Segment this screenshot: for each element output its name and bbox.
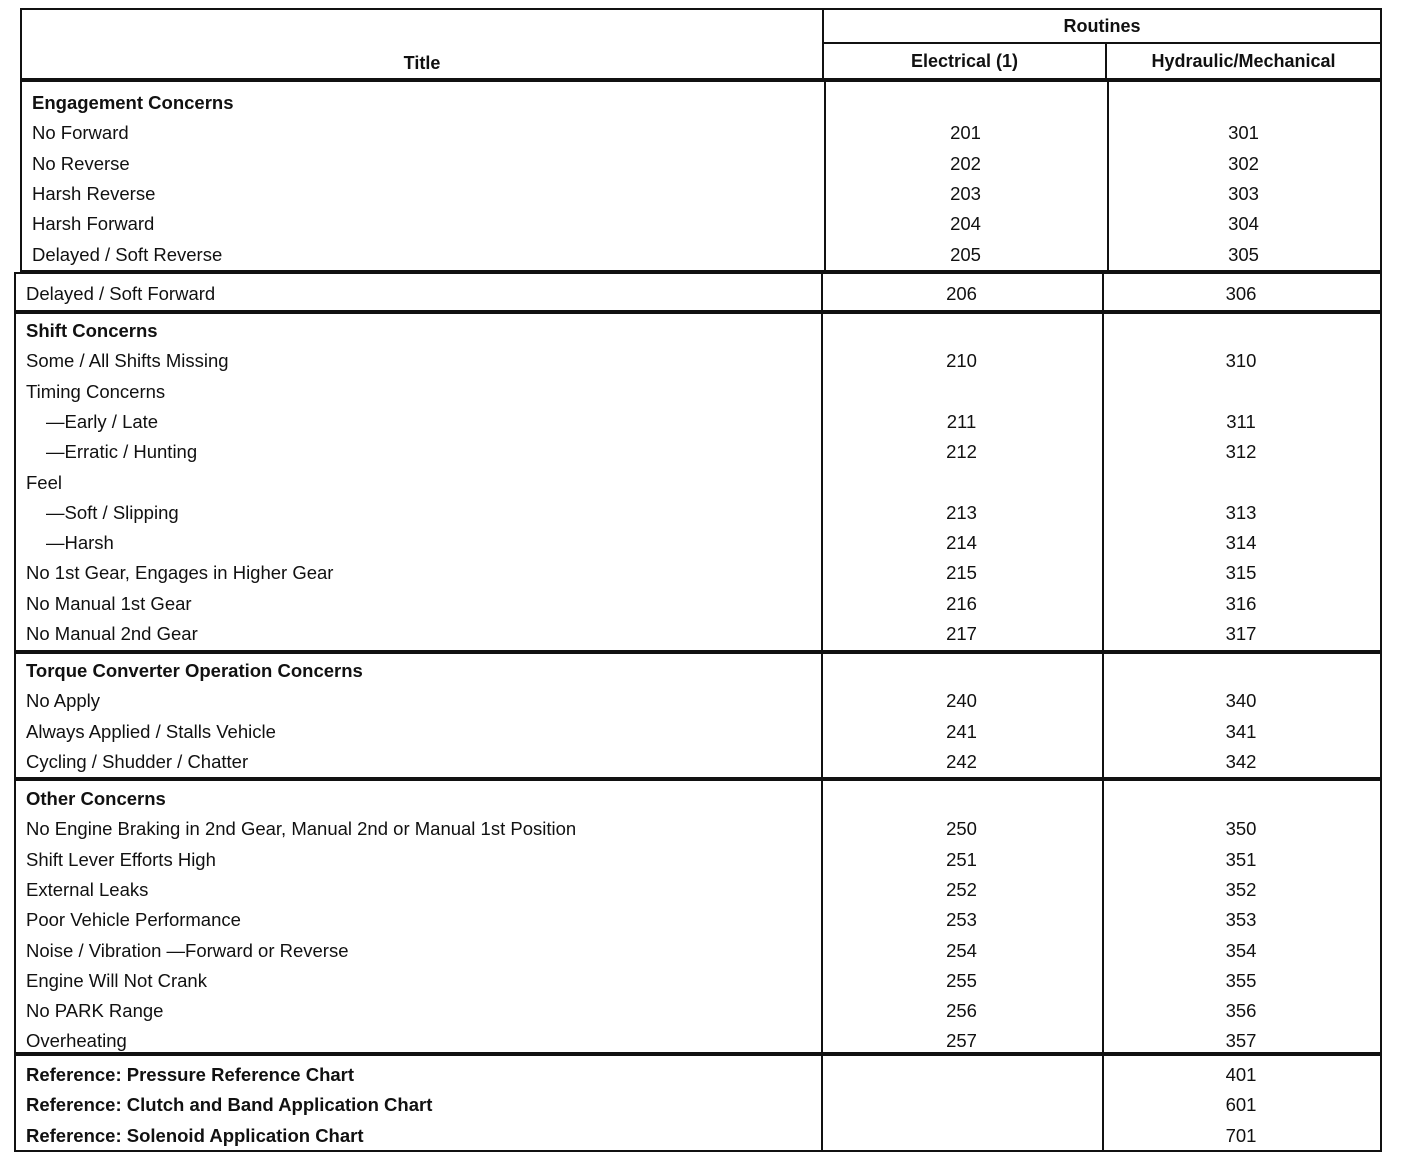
row-title: Some / All Shifts Missing — [26, 350, 229, 372]
electrical-routine: 252 — [946, 878, 977, 900]
electrical-routine: 251 — [946, 848, 977, 870]
header-hydraulic: Hydraulic/Mechanical — [1151, 50, 1336, 71]
electrical-routine: 240 — [946, 690, 977, 712]
hydraulic-routine: 350 — [1225, 818, 1257, 840]
row-title: Reference: Pressure Reference Chart — [26, 1064, 355, 1085]
row-title: Torque Converter Operation Concerns — [26, 660, 363, 681]
table-row — [16, 619, 1380, 649]
section-block — [14, 779, 1382, 1054]
row-title: Other Concerns — [26, 788, 166, 809]
section-block — [14, 652, 1382, 779]
hydraulic-routine: 351 — [1225, 848, 1257, 870]
table-row — [22, 118, 1380, 148]
row-title: Reference: Solenoid Application Chart — [26, 1124, 364, 1146]
electrical-routine: 201 — [950, 122, 981, 144]
table-row — [16, 407, 1380, 437]
row-title: No Reverse — [32, 152, 130, 174]
table-row — [16, 437, 1380, 467]
electrical-routine: 250 — [946, 818, 977, 840]
row-title: No Apply — [26, 690, 101, 712]
row-title: —Soft / Slipping — [46, 501, 179, 523]
hydraulic-routine: 310 — [1225, 350, 1257, 372]
hydraulic-routine: 305 — [1228, 243, 1259, 265]
table-row — [16, 1090, 1380, 1120]
electrical-routine: 216 — [946, 592, 977, 614]
table-row — [16, 936, 1380, 966]
row-title: No PARK Range — [26, 1000, 164, 1022]
table-row — [16, 1026, 1380, 1056]
row-title: Delayed / Soft Reverse — [32, 243, 223, 265]
table-row — [22, 179, 1380, 209]
electrical-routine: 253 — [946, 909, 977, 931]
row-title: No Manual 2nd Gear — [26, 623, 198, 644]
row-title: No Engine Braking in 2nd Gear, Manual 2nd or Manual 1st Position — [26, 818, 577, 840]
table-row — [22, 88, 1380, 118]
electrical-routine: 215 — [946, 562, 977, 584]
row-title: Delayed / Soft Forward — [26, 283, 216, 304]
table-row — [16, 316, 1380, 346]
row-title: External Leaks — [26, 878, 149, 900]
row-title: Overheating — [26, 1030, 127, 1052]
table-row — [16, 656, 1380, 686]
row-title: Cycling / Shudder / Chatter — [26, 750, 249, 772]
hydraulic-routine: 303 — [1228, 182, 1259, 204]
row-title: Feel — [26, 471, 62, 493]
table-row — [16, 845, 1380, 875]
section-block — [20, 80, 1382, 272]
hydraulic-routine: 317 — [1225, 623, 1257, 644]
table-row — [16, 784, 1380, 814]
table-row — [16, 279, 1380, 309]
hydraulic-routine: 357 — [1225, 1030, 1257, 1052]
row-title: —Harsh — [46, 532, 114, 554]
table-row — [16, 717, 1380, 747]
electrical-routine: 217 — [946, 623, 977, 644]
electrical-routine: 257 — [946, 1030, 977, 1052]
electrical-routine: 241 — [946, 720, 977, 742]
table-row — [16, 1060, 1380, 1090]
electrical-routine: 255 — [946, 969, 977, 991]
hydraulic-routine: 354 — [1225, 939, 1257, 961]
row-title: No 1st Gear, Engages in Higher Gear — [26, 562, 334, 584]
table-row — [22, 149, 1380, 179]
hydraulic-routine: 352 — [1225, 878, 1257, 900]
row-title: —Early / Late — [46, 410, 159, 432]
table-row — [22, 209, 1380, 239]
table-row — [16, 558, 1380, 588]
electrical-routine: 214 — [946, 532, 977, 554]
electrical-routine: 205 — [950, 243, 981, 265]
section-block — [14, 312, 1382, 652]
row-title: Noise / Vibration —Forward or Reverse — [26, 939, 349, 961]
section-block — [14, 272, 1382, 312]
electrical-routine: 202 — [950, 152, 981, 174]
table-row — [16, 498, 1380, 528]
electrical-routine: 210 — [946, 350, 977, 372]
table-row — [16, 814, 1380, 844]
electrical-routine: 213 — [946, 501, 977, 523]
table-row — [16, 686, 1380, 716]
header-routines: Routines — [824, 10, 1380, 44]
row-title: Harsh Forward — [32, 213, 155, 235]
electrical-routine: 242 — [946, 750, 977, 772]
row-title: Engagement Concerns — [32, 92, 234, 113]
hydraulic-routine: 316 — [1225, 592, 1257, 614]
hydraulic-routine: 341 — [1225, 720, 1257, 742]
header-title: Title — [22, 10, 824, 78]
row-title: Always Applied / Stalls Vehicle — [26, 720, 276, 742]
electrical-routine: 256 — [946, 1000, 977, 1022]
hydraulic-routine: 306 — [1225, 283, 1257, 304]
electrical-routine: 254 — [946, 939, 977, 961]
electrical-routine: 206 — [946, 283, 977, 304]
electrical-routine: 203 — [950, 182, 981, 204]
row-title: Reference: Clutch and Band Application Chart — [26, 1094, 433, 1116]
table-row — [16, 966, 1380, 996]
electrical-routine: 212 — [946, 441, 977, 463]
hydraulic-routine: 353 — [1225, 909, 1257, 931]
row-title: Poor Vehicle Performance — [26, 909, 241, 931]
hydraulic-routine: 701 — [1225, 1124, 1257, 1146]
row-title: Shift Lever Efforts High — [26, 848, 216, 870]
table-row — [16, 377, 1380, 407]
table-row — [16, 875, 1380, 905]
table-row — [16, 996, 1380, 1026]
row-title: Shift Concerns — [26, 320, 158, 341]
header-electrical: Electrical (1) — [824, 44, 1107, 78]
electrical-routine: 211 — [946, 410, 977, 432]
table-row — [16, 1121, 1380, 1151]
table-row — [16, 528, 1380, 558]
hydraulic-routine: 312 — [1225, 441, 1257, 463]
table-row — [16, 747, 1380, 777]
hydraulic-routine: 302 — [1228, 152, 1259, 174]
table-row — [16, 905, 1380, 935]
row-title: Engine Will Not Crank — [26, 969, 207, 991]
row-title: —Erratic / Hunting — [46, 441, 198, 463]
section-block — [14, 1054, 1382, 1152]
row-title: Timing Concerns — [26, 380, 166, 402]
table-row — [16, 468, 1380, 498]
hydraulic-routine: 311 — [1226, 410, 1256, 432]
hydraulic-routine: 356 — [1225, 1000, 1257, 1022]
hydraulic-routine: 313 — [1225, 501, 1257, 523]
hydraulic-routine: 355 — [1225, 969, 1257, 991]
hydraulic-routine: 342 — [1225, 750, 1257, 772]
hydraulic-routine: 340 — [1225, 690, 1257, 712]
hydraulic-routine: 301 — [1228, 122, 1259, 144]
row-title: No Manual 1st Gear — [26, 592, 192, 614]
hydraulic-routine: 401 — [1225, 1064, 1257, 1085]
row-title: No Forward — [32, 122, 129, 144]
table-row — [16, 346, 1380, 376]
hydraulic-routine: 601 — [1225, 1094, 1257, 1116]
hydraulic-routine: 314 — [1225, 532, 1257, 554]
table-row — [16, 589, 1380, 619]
hydraulic-routine: 315 — [1225, 562, 1257, 584]
electrical-routine: 204 — [950, 213, 981, 235]
table-header — [20, 8, 1382, 81]
table-row — [22, 240, 1380, 270]
row-title: Harsh Reverse — [32, 182, 156, 204]
hydraulic-routine: 304 — [1228, 213, 1259, 235]
